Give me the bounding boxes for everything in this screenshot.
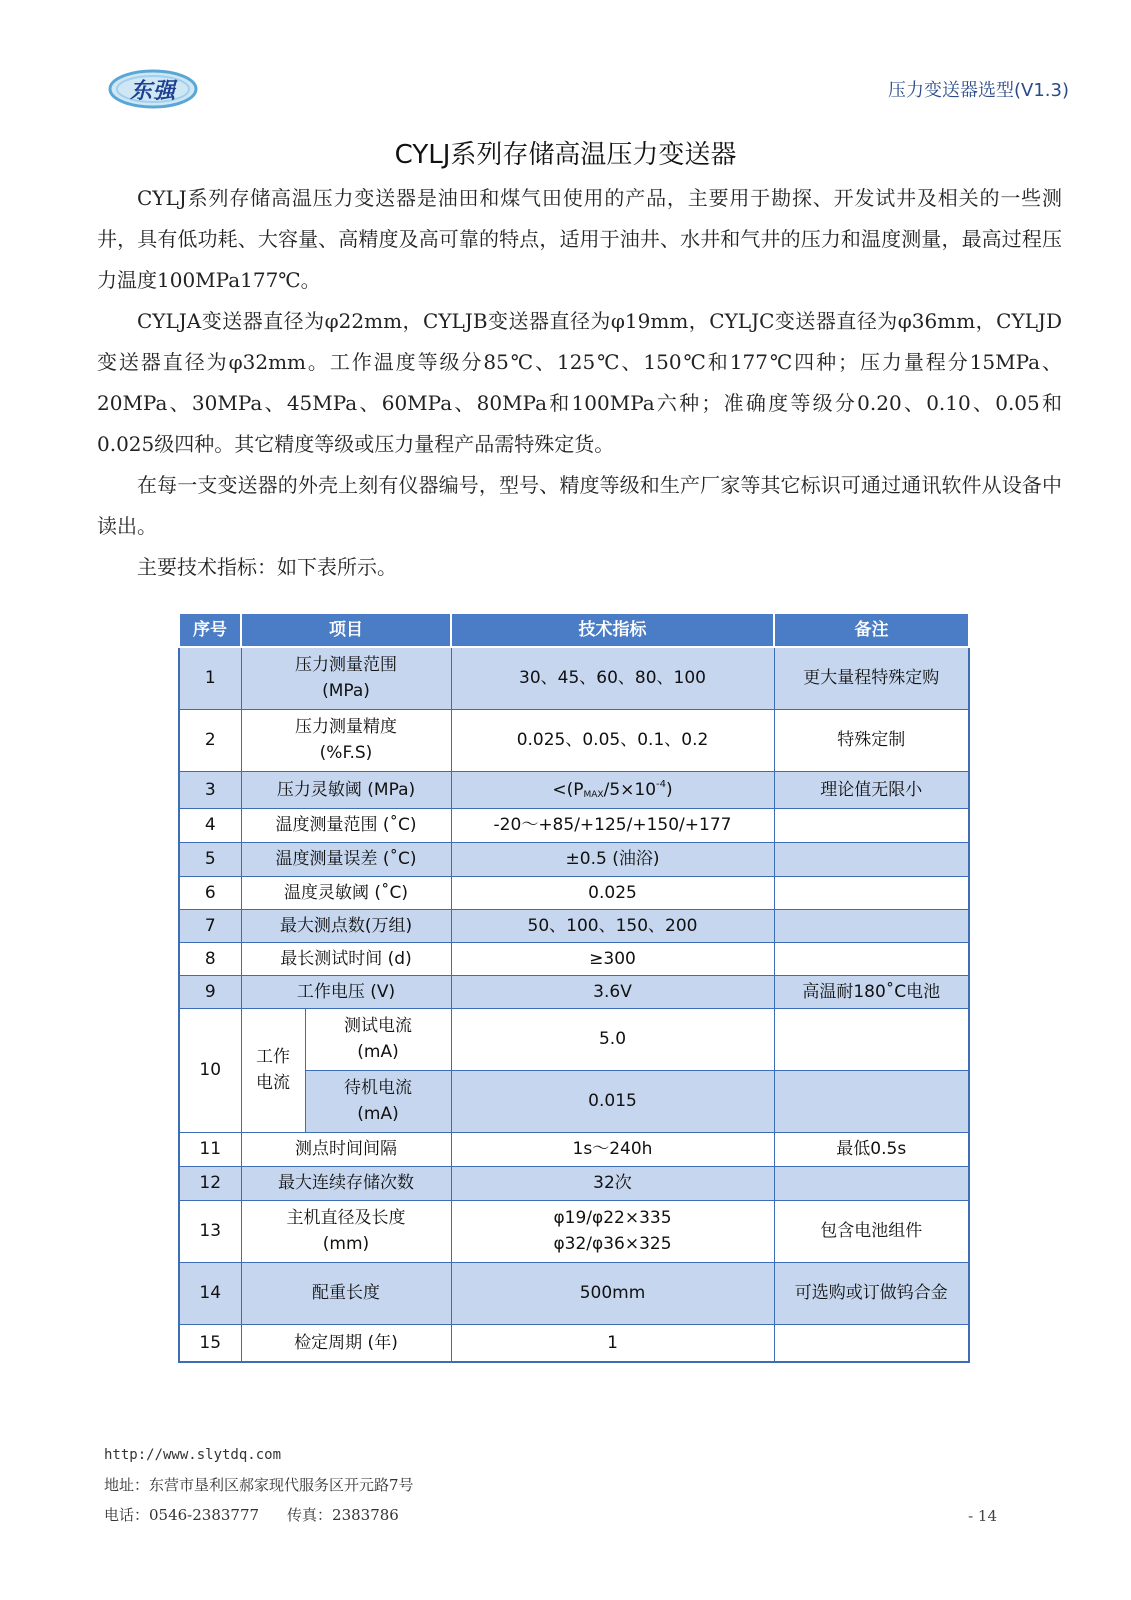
table-row [179,808,969,842]
paragraph-marking: 在每一支变送器的外壳上刻有仪器编号，型号、精度等级和生产厂家等其它标识可通过通讯软件从设备中读出。 [97,473,1062,538]
cell-note: 更大量程特殊定购 [774,647,969,709]
cell-spec: 1s～240h [451,1132,774,1166]
table-row [179,1324,969,1362]
cell-note [774,942,969,975]
table-row [179,842,969,876]
item-label: 主机直径及长度 [286,1208,406,1228]
cell-spec: -20～+85/+125/+150/+177 [451,808,774,842]
cell-item: 测点时间间隔 [241,1132,451,1166]
table-header-row [179,613,969,647]
table-row [179,1166,969,1200]
table-row [179,709,969,771]
table-row [179,1200,969,1262]
header-no: 序号 [179,613,241,647]
subitem-unit: (mA) [357,1104,399,1124]
footer [104,1440,414,1530]
cell-group [241,1008,305,1132]
subitem-label: 测试电流 [344,1016,412,1036]
cell-spec: 1 [451,1324,774,1362]
cell-no: 11 [179,1132,241,1166]
item-label: 压力测量范围 [295,655,397,676]
cell-no: 9 [179,975,241,1008]
spec-part: ) [666,779,673,800]
table-row [179,771,969,808]
document-label: 压力变送器选型(V1.3) [888,80,1069,101]
item-unit: (mm) [322,1234,370,1254]
cell-note [774,1070,969,1132]
item-label: 压力测量精度 [295,717,397,737]
spec-part: <(P [552,779,584,800]
cell-no: 8 [179,942,241,975]
cell-note: 最低0.5s [774,1132,969,1166]
cell-item: 温度灵敏阈 (˚C) [241,876,451,909]
cell-spec: ±0.5 (油浴) [451,842,774,876]
cell-no: 4 [179,808,241,842]
cell-spec [451,771,774,808]
spec-line: φ32/φ36×325 [553,1234,672,1254]
cell-note [774,909,969,942]
cell-item: 最大测点数(万组) [241,909,451,942]
cell-item: 压力灵敏阈 (MPa) [241,771,451,808]
footer-phone: 电话：0546-2383777 [104,1506,260,1524]
cell-note: 可选购或订做钨合金 [774,1262,969,1324]
cell-spec: 5.0 [451,1008,774,1070]
header-item: 项目 [241,613,451,647]
cell-no: 13 [179,1200,241,1262]
subitem-label: 待机电流 [344,1078,412,1098]
spec-part: /5×10 [603,779,657,800]
spec-subscript: MAX [583,789,604,800]
cell-note [774,1008,969,1070]
cell-note [774,1166,969,1200]
cell-no: 12 [179,1166,241,1200]
cell-spec: 500mm [451,1262,774,1324]
footer-fax: 传真：2383786 [287,1506,399,1524]
cell-item: 最长测试时间 (d) [241,942,451,975]
item-unit: (%F.S) [319,743,373,763]
paragraph-intro: CYLJ系列存储高温压力变送器是油田和煤气田使用的产品，主要用于勘探、开发试井及相关的一些测井，具有低功耗、大容量、高精度及高可靠的特点，适用于油井、水井和气井的压力和温度测量，最高过程压力温度100MPa177℃。 [97,186,1062,292]
cell-note: 特殊定制 [774,709,969,771]
cell-no: 7 [179,909,241,942]
cell-note [774,808,969,842]
cell-note: 理论值无限小 [774,771,969,808]
cell-spec: 32次 [451,1166,774,1200]
footer-address: 地址：东营市垦利区郝家现代服务区开元路7号 [104,1476,414,1494]
cell-item: 检定周期 (年) [241,1324,451,1362]
paragraph-table-intro: 主要技术指标：如下表所示。 [137,555,397,579]
item-unit: (MPa) [322,681,370,702]
page-number: - 14 [968,1507,997,1525]
cell-spec: 0.025 [451,876,774,909]
spec-superscript: -4 [656,778,666,790]
cell-no: 15 [179,1324,241,1362]
table-row [179,647,969,709]
cell-item: 配重长度 [241,1262,451,1324]
cell-no: 1 [179,647,241,709]
cell-note [774,1324,969,1362]
footer-url[interactable]: http://www.slytdq.com [104,1447,282,1463]
cell-spec [451,1200,774,1262]
cell-no: 10 [179,1008,241,1132]
cell-item: 工作电压 (V) [241,975,451,1008]
company-logo [108,68,198,110]
subitem-unit: (mA) [357,1042,399,1062]
spec-table [178,612,970,1363]
cell-no: 14 [179,1262,241,1324]
logo-text: 东强 [129,78,176,104]
cell-no: 3 [179,771,241,808]
header-spec: 技术指标 [451,613,774,647]
paragraph-models: CYLJA变送器直径为φ22mm，CYLJB变送器直径为φ19mm，CYLJC变送器直径为φ36mm，CYLJD变送器直径为φ32mm。工作温度等级分85℃、125℃、150℃和177℃四种；压力量程分15MPa、20MPa、30MPa、45MPa、60MPa、80MPa和100MPa六种；准确度等级分0.20、0.10、0.05和0.025级四种。其它精度等级或压力量程产品需特殊定货。 [97,309,1062,456]
table-row [179,1008,969,1070]
cell-no: 6 [179,876,241,909]
cell-no: 2 [179,709,241,771]
spec-line: φ19/φ22×335 [553,1208,672,1228]
cell-note [774,876,969,909]
footer-contact [104,1500,414,1530]
table-row [179,942,969,975]
cell-spec: ≥300 [451,942,774,975]
cell-item: 最大连续存储次数 [241,1166,451,1200]
table-row [179,909,969,942]
table-row [179,1262,969,1324]
table-row [179,1132,969,1166]
cell-spec: 3.6V [451,975,774,1008]
cell-item [241,647,451,709]
cell-item [241,709,451,771]
cell-subitem [305,1070,451,1132]
cell-item: 温度测量范围 (˚C) [241,808,451,842]
cell-item [241,1200,451,1262]
cell-subitem [305,1008,451,1070]
body-text [97,178,1062,588]
group-label: 工作电流 [255,1047,290,1093]
page-title: CYLJ系列存储高温压力变送器 [394,140,737,170]
cell-spec: 50、100、150、200 [451,909,774,942]
table-row [179,876,969,909]
cell-note: 包含电池组件 [774,1200,969,1262]
cell-spec: 0.015 [451,1070,774,1132]
cell-spec: 30、45、60、80、100 [451,647,774,709]
header-note: 备注 [774,613,969,647]
cell-no: 5 [179,842,241,876]
cell-note: 高温耐180˚C电池 [774,975,969,1008]
cell-item: 温度测量误差 (˚C) [241,842,451,876]
cell-note [774,842,969,876]
table-row [179,975,969,1008]
cell-spec: 0.025、0.05、0.1、0.2 [451,709,774,771]
